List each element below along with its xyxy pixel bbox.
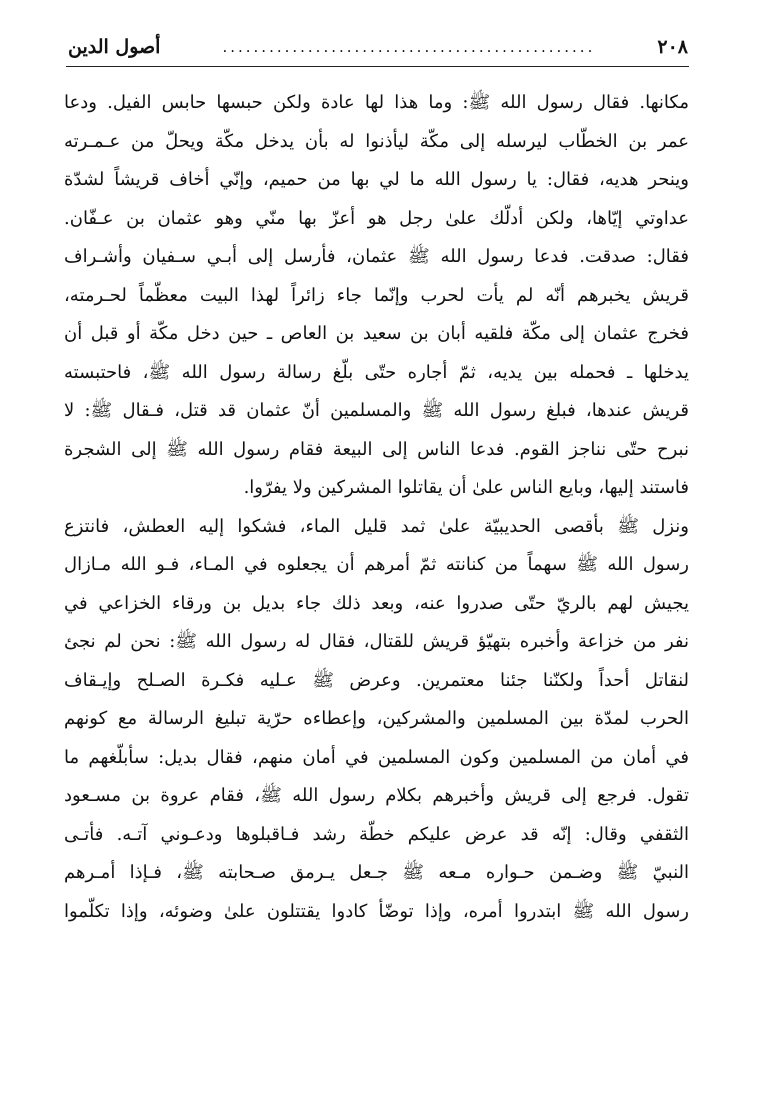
text-line: عمر بن الخطّاب ليرسله إلى مكّة ليأذنوا له بأن يدخل مكّة ويحلّ من عـمـرته [64, 130, 689, 152]
book-title: أصول الدين [68, 36, 161, 58]
text-line: رسول الله ﷺ ابتدروا أمره، وإذا توضّأ كادوا يقتتلون علىٰ وضوئه، وإذا تكلّموا [64, 900, 689, 922]
page-number: ٢٠٨ [657, 36, 688, 58]
text-line: فقال: صدقت. فدعا رسول الله ﷺ عثمان، فأرسل إلى أبـي سـفيان وأشـراف [64, 246, 689, 267]
text-line: فخرج عثمان إلى مكّة فلقيه أبان بن سعيد بن العاص ـ حين دخل مكّة أو قبل أن [64, 323, 689, 344]
text-line: الحرب لمدّة بين المسلمين والمشركين، وإعطاءه حرّية تبليغ الرسالة مع كونهم [64, 708, 689, 729]
paragraph-end-line: فاستند إليها، وبايع الناس علىٰ أن يقاتلوا المشركين ولا يفرّوا. [243, 477, 689, 498]
text-line: نبرح حتّى نناجز القوم. فدعا الناس إلى البيعة فقام رسول الله ﷺ إلى الشجرة [64, 438, 689, 460]
text-line: قريش عندها، فبلغ رسول الله ﷺ والمسلمين أنّ عثمان قد قتل، فـقال ﷺ: لا [64, 400, 689, 421]
text-line: مكانها. فقال رسول الله ﷺ: وما هذا لها عادة ولكن حبسها حابس الفيل. ودعا [64, 92, 689, 113]
text-line: في أمان من المسلمين وكون المسلمين في أمان منهم، فقال بديل: سأبلّغهم ما [64, 746, 689, 768]
header-divider [66, 66, 689, 67]
running-header [68, 32, 688, 62]
text-line: نفر من خزاعة وأخبره بتهيّؤ قريش للقتال، فقال له رسول الله ﷺ: نحن لم نجئ [64, 631, 689, 652]
text-line: يجيش لهم بالريّ حتّى صدروا عنه، وبعد ذلك جاء بديل بن ورقاء الخزاعي في [64, 592, 689, 614]
text-line: وينحر هديه، فقال: يا رسول الله ما لي بها من حميم، وإنّي أخاف قريشاً لشدّة [64, 169, 689, 190]
text-line: قريش يخبرهم أنّه لم يأت لحرب وإنّما جاء زائراً لهذا البيت معظّماً لحـرمته، [64, 284, 689, 306]
body-text [64, 84, 689, 931]
text-line: رسول الله ﷺ سهماً من كنانته ثمّ أمرهم أن يجعلوه في المـاء، فـو الله مـازال [64, 554, 689, 575]
text-line: تقول. فرجع إلى قريش وأخبرهم بكلام رسول الله ﷺ، فقام عروة بن مسـعود [64, 785, 689, 806]
text-line: لنقاتل أحداً ولكنّنا جئنا معتمرين. وعرض ﷺ عـليه فكـرة الصـلح وإيـقاف [64, 669, 689, 691]
header-leader-dots: ................................................ [222, 38, 596, 56]
text-line: يدخلها ـ فحمله بين يديه، ثمّ أجاره حتّى بلّغ رسالة رسول الله ﷺ، فاحتبسته [64, 361, 689, 383]
text-line: النبيّ ﷺ وضـمن حـواره مـعه ﷺ جـعل يـرمق صـحابته ﷺ، فـإذا أمـرهم [64, 862, 689, 883]
text-line: الثقفي وقال: إنّه قد عرض عليكم خطّة رشد فـاقبلوها ودعـوني آتـه. فأتـى [64, 823, 689, 845]
text-line: عداوتي إيّاها، ولكن أدلّك علىٰ رجل هو أعزّ بها منّي وهو عثمان بن عـفّان. [64, 207, 689, 229]
text-line: ونزل ﷺ بأقصى الحديبيّة علىٰ ثمد قليل الماء، فشكوا إليه العطش، فانتزع [64, 515, 689, 537]
